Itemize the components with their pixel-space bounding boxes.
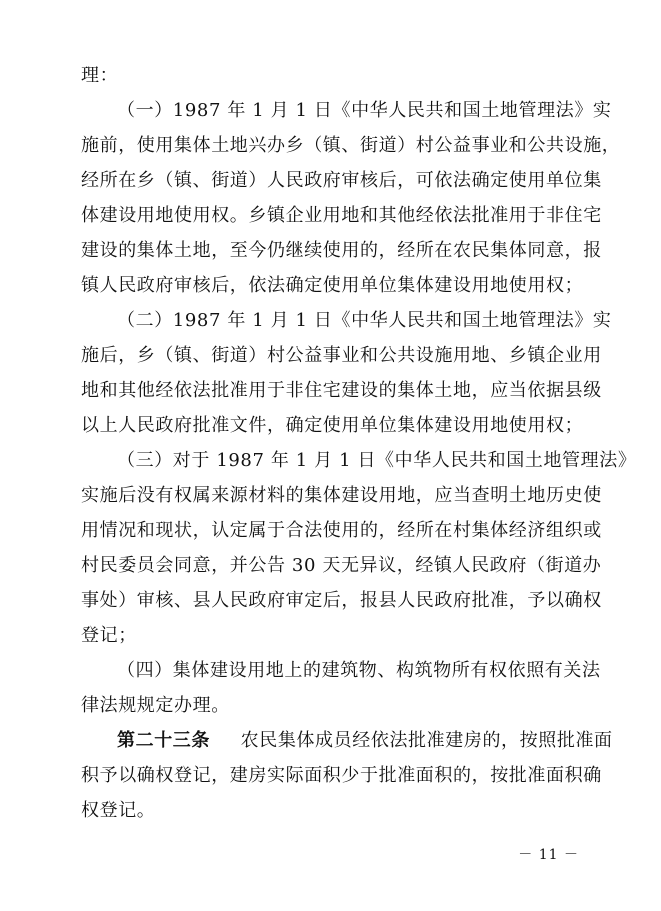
- text-line: 事处）审核、县人民政府审定后，报县人民政府批准，予以确权: [81, 590, 602, 611]
- text-line: 体建设用地使用权。乡镇企业用地和其他经依法批准用于非住宅: [81, 205, 602, 226]
- text-line: 施前，使用集体土地兴办乡（镇、街道）村公益事业和公共设施，: [81, 135, 621, 156]
- text-line: 经所在乡（镇、街道）人民政府审核后，可依法确定使用单位集: [81, 170, 602, 191]
- text-line: 以上人民政府批准文件，确定使用单位集体建设用地使用权；: [81, 415, 584, 436]
- text-line: （四）集体建设用地上的建筑物、构筑物所有权依照有关法: [117, 660, 601, 681]
- text-line: 村民委员会同意，并公告 30 天无异议，经镇人民政府（街道办: [81, 555, 602, 576]
- text-line: 施后，乡（镇、街道）村公益事业和公共设施用地、乡镇企业用: [81, 345, 602, 366]
- text-line: （二）1987 年 1 月 1 日《中华人民共和国土地管理法》实: [117, 310, 612, 331]
- text-line: 登记；: [81, 625, 137, 646]
- text-line: （三）对于 1987 年 1 月 1 日《中华人民共和国土地管理法》: [117, 450, 637, 471]
- text-line: 农民集体成员经依法批准建房的，按照批准面: [240, 730, 613, 751]
- text-line: 权登记。: [81, 800, 156, 821]
- text-line: 用情况和现状，认定属于合法使用的，经所在村集体经济组织或: [81, 520, 602, 541]
- article-heading: 第二十三条: [117, 730, 210, 751]
- article-paragraph-first-line: [117, 730, 613, 751]
- text-line: （一）1987 年 1 月 1 日《中华人民共和国土地管理法》实: [117, 100, 612, 121]
- text-line: 建设的集体土地，至今仍继续使用的，经所在农民集体同意，报: [81, 240, 602, 261]
- text-line: 地和其他经依法批准用于非住宅建设的集体土地，应当依据县级: [81, 380, 602, 401]
- page-number: － 11 －: [518, 847, 579, 863]
- text-line: 镇人民政府审核后，依法确定使用单位集体建设用地使用权；: [81, 275, 584, 296]
- text-line: 理：: [81, 65, 119, 86]
- text-line: 律法规规定办理。: [81, 695, 230, 716]
- text-line: 实施后没有权属来源材料的集体建设用地，应当查明土地历史使: [81, 485, 602, 506]
- text-line: 积予以确权登记，建房实际面积少于批准面积的，按批准面积确: [81, 765, 602, 786]
